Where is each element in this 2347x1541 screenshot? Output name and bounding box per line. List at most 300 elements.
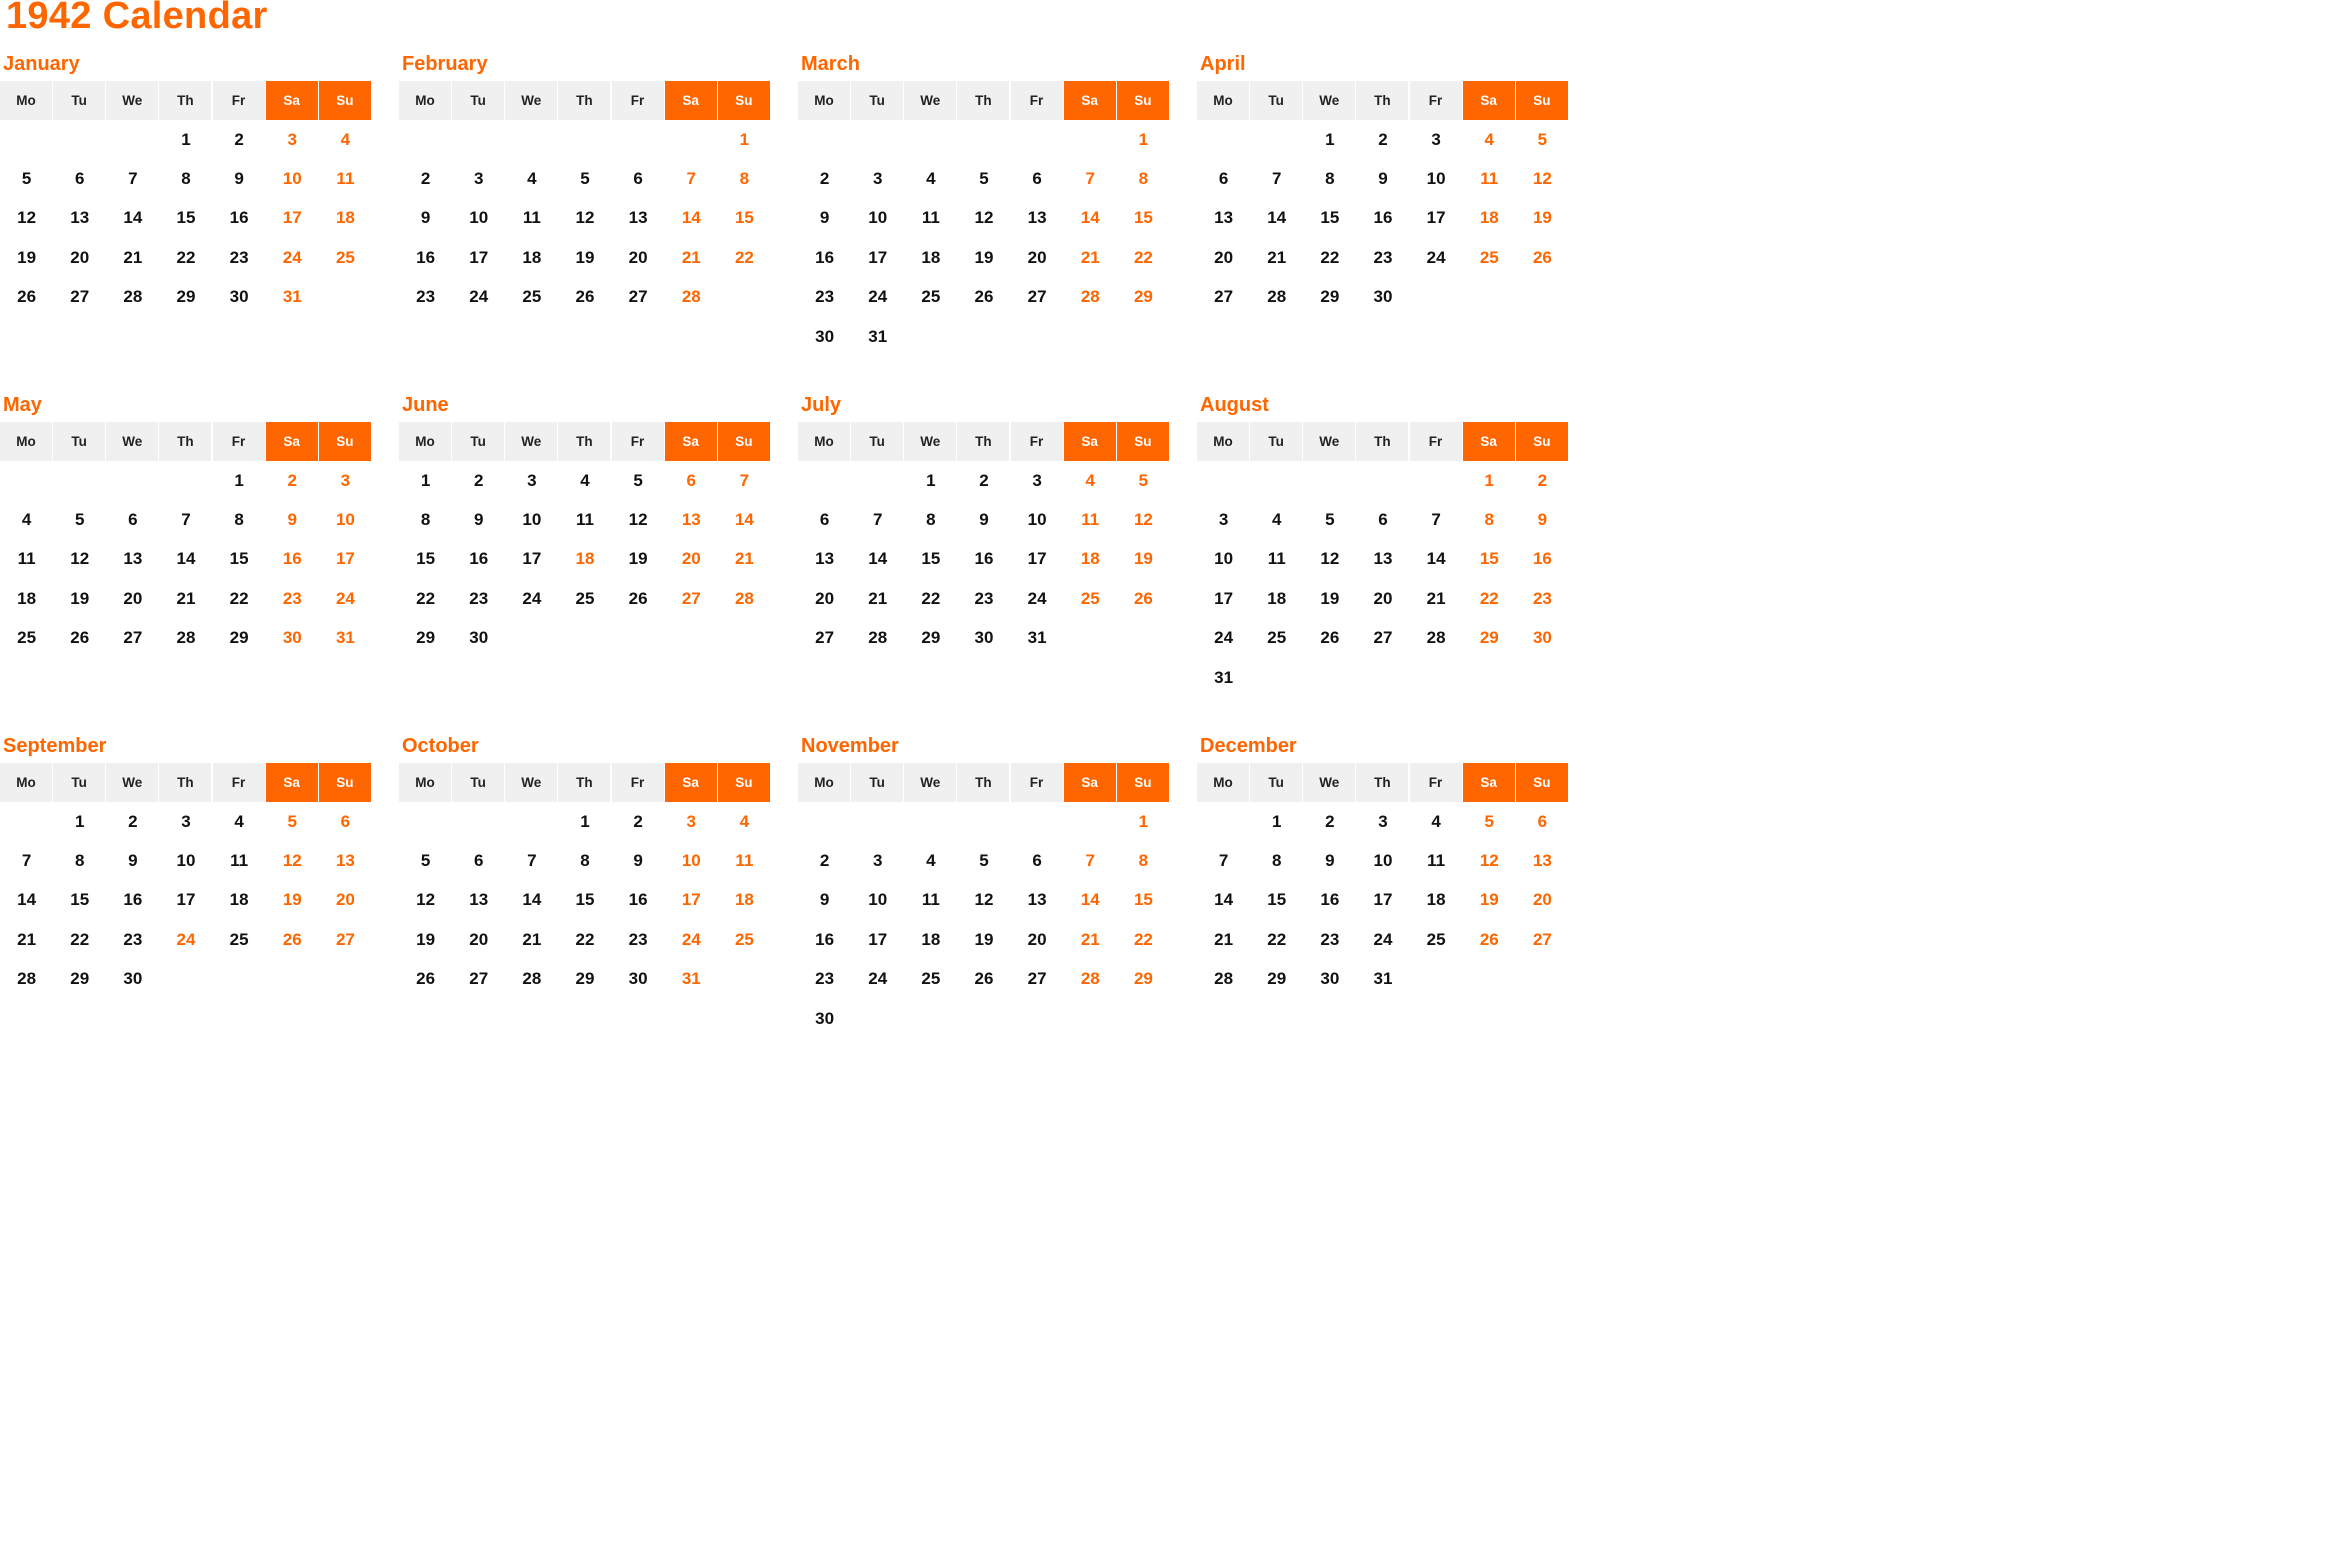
day-cell: 20 [1214,247,1234,267]
weekday-header-fr: Fr [213,81,265,120]
day-cell: 17 [1027,549,1047,569]
day-cell: 22 [575,929,595,949]
day-cell: 24 [1027,588,1047,608]
day-cell: 1 [1271,811,1282,831]
day-cell: 29 [921,628,941,648]
day-cell-highlighted: 18 [335,208,355,228]
day-cell-highlighted: 1 [1138,129,1149,149]
day-grid [399,461,771,658]
day-cell: 12 [575,208,595,228]
day-cell: 25 [229,929,249,949]
day-cell: 27 [815,628,835,648]
day-cell: 12 [974,890,994,910]
day-cell: 21 [17,929,37,949]
day-grid [1197,120,1569,317]
day-grid [798,802,1170,1038]
weekday-header-fr: Fr [1410,763,1462,802]
day-cell-highlighted: 20 [1532,890,1552,910]
day-cell-highlighted: 8 [739,169,750,189]
day-cell: 27 [469,969,489,989]
weekday-header-we: We [106,763,158,802]
day-cell-highlighted: 26 [1532,247,1552,267]
weekday-header-row [0,763,372,802]
month-name: March [801,53,860,75]
day-cell: 8 [580,851,590,871]
weekday-header-mo: Mo [798,81,850,120]
day-cell: 6 [74,169,85,189]
day-cell: 3 [872,169,883,189]
day-cell: 24 [1373,929,1393,949]
day-grid [399,802,771,999]
day-cell: 20 [70,247,90,267]
day-cell: 10 [868,208,888,228]
day-cell: 19 [974,247,994,267]
day-cell-highlighted: 6 [686,470,696,490]
day-cell: 4 [580,470,590,490]
day-cell: 28 [522,969,542,989]
day-cell-highlighted: 17 [282,208,302,228]
weekday-header-row [798,422,1170,461]
day-cell: 12 [1320,549,1340,569]
day-cell: 5 [21,169,32,189]
weekday-header-sa: Sa [1064,422,1116,461]
day-cell: 23 [815,969,835,989]
day-cell-highlighted: 15 [1133,208,1153,228]
day-cell: 9 [128,851,138,871]
day-cell: 20 [815,588,835,608]
weekday-header-sa: Sa [665,422,717,461]
day-cell: 2 [420,169,431,189]
day-cell-highlighted: 8 [1138,169,1149,189]
day-cell: 8 [926,510,936,530]
day-cell-highlighted: 13 [1532,851,1552,871]
day-cell-highlighted: 19 [1479,890,1499,910]
weekday-header-row [798,763,1170,802]
day-cell: 5 [979,169,989,189]
day-cell-highlighted: 18 [1479,208,1499,228]
day-cell: 15 [921,549,941,569]
day-cell: 29 [1267,969,1287,989]
day-cell: 10 [469,208,489,228]
day-cell: 9 [234,169,244,189]
weekday-header-row [399,763,771,802]
day-cell: 21 [522,929,542,949]
weekday-header-sa: Sa [1463,422,1515,461]
weekday-header-tu: Tu [851,763,903,802]
day-cell: 28 [868,628,888,648]
day-cell: 4 [527,169,537,189]
day-grid [399,120,771,317]
weekday-header-tu: Tu [851,422,903,461]
day-cell: 22 [416,588,436,608]
day-cell-highlighted: 24 [681,929,701,949]
day-cell: 13 [1027,890,1047,910]
day-cell: 8 [181,169,191,189]
day-cell: 15 [70,890,90,910]
day-cell: 18 [229,890,249,910]
weekday-header-fr: Fr [1410,422,1462,461]
day-cell: 18 [17,588,37,608]
weekday-header-row [1197,763,1569,802]
day-cell-highlighted: 13 [335,851,355,871]
weekday-header-tu: Tu [452,422,504,461]
day-cell: 25 [1426,929,1446,949]
day-cell: 23 [1373,247,1393,267]
day-cell: 5 [633,470,643,490]
weekday-header-th: Th [1356,81,1408,120]
day-cell-highlighted: 5 [287,811,297,831]
day-cell: 15 [1267,890,1287,910]
weekday-header-mo: Mo [399,81,451,120]
day-cell: 9 [979,510,989,530]
day-cell: 30 [469,628,489,648]
day-cell: 10 [176,851,196,871]
day-cell-highlighted: 22 [1133,929,1153,949]
day-cell-highlighted: 17 [335,549,355,569]
day-cell: 11 [921,890,940,910]
weekday-header-row [0,422,372,461]
day-cell: 16 [229,208,249,228]
day-cell-highlighted: 25 [335,247,355,267]
day-cell: 29 [229,628,249,648]
day-cell: 10 [868,890,888,910]
day-cell-highlighted: 1 [739,129,750,149]
day-cell-highlighted: 25 [734,929,754,949]
day-cell: 6 [1378,510,1388,530]
day-cell: 21 [1426,588,1446,608]
day-cell: 19 [628,549,648,569]
day-cell: 4 [21,510,32,530]
day-cell: 16 [416,247,436,267]
day-cell: 23 [123,929,143,949]
day-cell: 29 [1320,287,1340,307]
day-cell: 9 [473,510,484,530]
day-cell-highlighted: 1 [1484,470,1494,490]
weekday-header-su: Su [1516,763,1568,802]
day-cell: 31 [868,326,888,346]
day-cell-highlighted: 21 [734,549,754,569]
day-cell: 22 [921,588,941,608]
day-cell: 21 [1214,929,1234,949]
month-name: December [1200,735,1297,757]
day-cell: 3 [1218,510,1229,530]
weekday-header-fr: Fr [1011,81,1063,120]
day-cell: 18 [1267,588,1287,608]
day-cell: 18 [921,247,941,267]
day-cell: 1 [1325,129,1335,149]
day-cell: 5 [1325,510,1335,530]
day-cell: 23 [416,287,436,307]
day-cell-highlighted: 24 [335,588,355,608]
weekday-header-we: We [904,422,956,461]
day-cell: 21 [868,588,888,608]
weekday-header-th: Th [957,422,1009,461]
weekday-header-mo: Mo [0,81,52,120]
day-cell-highlighted: 24 [282,247,302,267]
day-cell: 27 [1027,969,1047,989]
day-cell: 2 [819,851,830,871]
day-cell-highlighted: 25 [1479,247,1499,267]
day-cell: 22 [229,588,249,608]
weekday-header-sa: Sa [266,422,318,461]
day-cell: 6 [128,510,138,530]
day-cell: 7 [872,510,883,530]
day-cell-highlighted: 15 [734,208,754,228]
weekday-header-su: Su [1117,81,1169,120]
day-cell: 29 [176,287,196,307]
day-cell-highlighted: 8 [1484,510,1494,530]
day-cell: 2 [234,129,244,149]
day-cell: 26 [416,969,436,989]
day-cell: 25 [921,287,941,307]
day-cell: 7 [527,851,537,871]
day-cell-highlighted: 11 [735,851,754,871]
day-cell-highlighted: 1 [1138,811,1149,831]
weekday-header-su: Su [718,763,770,802]
month-name: October [402,735,479,757]
day-cell: 23 [628,929,648,949]
day-cell: 1 [926,470,936,490]
day-cell: 16 [123,890,143,910]
day-cell: 12 [70,549,90,569]
day-cell: 6 [1032,169,1042,189]
day-cell-highlighted: 3 [686,811,696,831]
weekday-header-mo: Mo [1197,763,1249,802]
weekday-header-row [798,81,1170,120]
day-cell: 13 [815,549,835,569]
day-cell: 17 [868,247,888,267]
day-grid [798,461,1170,658]
day-cell-highlighted: 7 [1085,169,1095,189]
day-cell: 3 [473,169,484,189]
day-cell: 19 [17,247,37,267]
day-cell: 8 [420,510,431,530]
day-cell: 3 [1032,470,1042,490]
day-cell-highlighted: 6 [1537,811,1548,831]
day-cell-highlighted: 3 [287,129,297,149]
day-cell: 10 [1214,549,1234,569]
weekday-header-sa: Sa [665,763,717,802]
day-cell-highlighted: 14 [734,510,754,530]
day-cell: 9 [420,208,431,228]
weekday-header-tu: Tu [1250,422,1302,461]
weekday-header-th: Th [159,422,211,461]
day-cell: 16 [469,549,489,569]
day-cell: 1 [74,811,85,831]
day-cell: 18 [921,929,941,949]
weekday-header-sa: Sa [1463,763,1515,802]
day-cell: 25 [17,628,37,648]
day-cell-highlighted: 10 [335,510,355,530]
month-name: November [801,735,899,757]
day-cell-highlighted: 7 [686,169,696,189]
day-cell: 9 [1378,169,1388,189]
day-cell: 28 [1426,628,1446,648]
day-cell: 3 [527,470,537,490]
weekday-header-we: We [505,422,557,461]
weekday-header-fr: Fr [213,763,265,802]
day-cell-highlighted: 4 [1484,129,1494,149]
day-cell: 8 [1325,169,1335,189]
day-cell-highlighted: 12 [1479,851,1499,871]
day-cell-highlighted: 27 [681,588,701,608]
day-cell: 4 [926,851,936,871]
day-cell: 11 [921,208,940,228]
weekday-header-tu: Tu [53,81,105,120]
day-cell-highlighted: 19 [1532,208,1552,228]
day-cell: 2 [128,811,138,831]
day-cell-highlighted: 12 [282,851,302,871]
day-cell: 17 [1373,890,1393,910]
day-cell-highlighted: 2 [1537,470,1548,490]
day-cell: 22 [1267,929,1287,949]
day-cell: 16 [815,929,835,949]
day-cell-highlighted: 10 [282,169,302,189]
day-cell-highlighted: 21 [681,247,701,267]
day-cell: 24 [1426,247,1446,267]
day-cell: 9 [1325,851,1335,871]
day-cell-highlighted: 28 [681,287,701,307]
day-cell: 16 [815,247,835,267]
day-cell-highlighted: 12 [1532,169,1552,189]
day-cell-highlighted: 15 [1479,549,1499,569]
day-cell-highlighted: 17 [681,890,701,910]
day-cell: 4 [1431,811,1441,831]
day-cell-highlighted: 9 [287,510,297,530]
day-cell: 17 [176,890,196,910]
weekday-header-th: Th [957,763,1009,802]
weekday-header-sa: Sa [266,763,318,802]
day-cell: 22 [176,247,196,267]
day-cell: 1 [420,470,431,490]
day-cell: 26 [17,287,37,307]
day-cell: 5 [74,510,85,530]
day-cell: 6 [1218,169,1229,189]
day-cell: 2 [473,470,484,490]
day-cell-highlighted: 20 [681,549,701,569]
day-cell: 16 [974,549,994,569]
weekday-header-we: We [904,763,956,802]
weekday-header-we: We [904,81,956,120]
day-cell: 30 [815,1008,835,1028]
day-cell: 24 [868,287,888,307]
day-cell: 20 [123,588,143,608]
day-cell: 29 [416,628,436,648]
day-cell: 27 [1027,287,1047,307]
day-cell-highlighted: 7 [739,470,750,490]
day-cell: 13 [1373,549,1393,569]
day-cell-highlighted: 18 [1080,549,1100,569]
day-cell: 22 [70,929,90,949]
day-cell: 26 [575,287,595,307]
weekday-header-row [399,81,771,120]
weekday-header-mo: Mo [0,422,52,461]
day-cell: 21 [123,247,143,267]
day-cell: 6 [1032,851,1042,871]
day-cell: 14 [522,890,542,910]
day-cell: 13 [1027,208,1047,228]
day-cell-highlighted: 31 [335,628,355,648]
day-cell: 26 [974,969,994,989]
day-cell-highlighted: 11 [1480,169,1499,189]
day-cell: 28 [1214,969,1234,989]
day-grid [0,120,372,317]
weekday-header-th: Th [1356,422,1408,461]
day-cell: 2 [633,811,643,831]
day-cell: 2 [819,169,830,189]
day-cell: 6 [633,169,643,189]
weekday-header-we: We [505,763,557,802]
weekday-header-su: Su [718,81,770,120]
day-cell-highlighted: 29 [1133,287,1153,307]
day-cell: 19 [70,588,90,608]
day-grid [0,461,372,658]
day-cell-highlighted: 19 [282,890,302,910]
day-cell: 19 [575,247,595,267]
month-name: June [402,394,449,416]
day-cell: 5 [979,851,989,871]
day-cell: 23 [469,588,489,608]
day-cell: 13 [123,549,143,569]
day-cell-highlighted: 21 [1080,247,1100,267]
day-cell: 9 [633,851,643,871]
weekday-header-su: Su [319,763,371,802]
day-cell: 7 [21,851,32,871]
day-cell: 14 [1267,208,1287,228]
weekday-header-fr: Fr [1011,422,1063,461]
day-cell: 10 [522,510,542,530]
day-cell-highlighted: 18 [575,549,595,569]
day-cell: 31 [1214,667,1234,687]
day-cell-highlighted: 26 [1479,929,1499,949]
day-cell-highlighted: 14 [1080,890,1100,910]
weekday-header-th: Th [558,81,610,120]
weekday-header-sa: Sa [1463,81,1515,120]
weekday-header-we: We [1303,763,1355,802]
day-cell: 31 [1373,969,1393,989]
day-cell: 2 [979,470,989,490]
weekday-header-tu: Tu [1250,763,1302,802]
weekday-header-we: We [505,81,557,120]
day-cell: 2 [1378,129,1388,149]
day-cell: 17 [1426,208,1446,228]
day-cell: 26 [70,628,90,648]
day-cell-highlighted: 22 [734,247,754,267]
day-cell: 8 [74,851,85,871]
day-cell: 29 [70,969,90,989]
day-cell: 11 [1427,851,1446,871]
weekday-header-th: Th [558,422,610,461]
day-cell: 26 [1320,628,1340,648]
day-cell: 30 [628,969,648,989]
day-cell: 4 [234,811,244,831]
day-cell: 24 [469,287,489,307]
day-cell: 18 [522,247,542,267]
day-cell: 14 [17,890,37,910]
day-cell: 25 [921,969,941,989]
day-cell-highlighted: 22 [1133,247,1153,267]
weekday-header-row [1197,422,1569,461]
weekday-header-fr: Fr [612,81,664,120]
day-cell: 7 [128,169,138,189]
day-cell: 30 [1373,287,1393,307]
day-cell-highlighted: 8 [1138,851,1149,871]
day-cell: 25 [522,287,542,307]
day-grid [0,802,372,999]
day-cell: 5 [420,851,431,871]
day-cell: 11 [522,208,541,228]
day-cell-highlighted: 29 [1133,969,1153,989]
